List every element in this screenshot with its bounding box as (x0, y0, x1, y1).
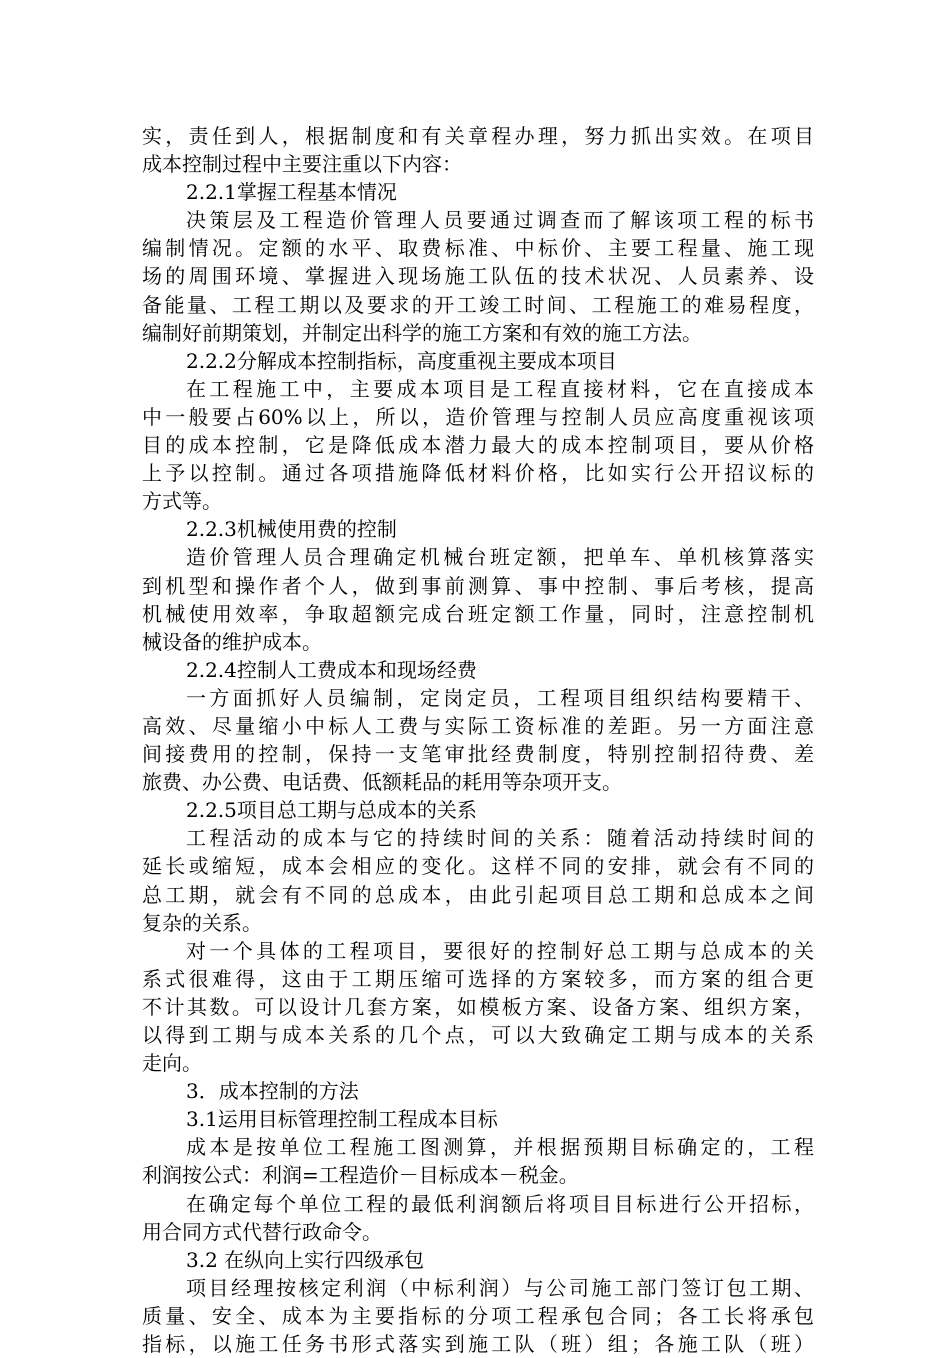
text-line: 项目经理按核定利润（中标利润）与公司施工部门签订包工期、 (186, 1275, 814, 1300)
text-line: 目的成本控制，它是降低成本潜力最大的成本控制项目，要从价格 (142, 433, 814, 458)
text-line: 系式很难得，这由于工期压缩可选择的方案较多，而方案的组合更 (142, 966, 814, 991)
text-line: 机械使用效率，争取超额完成台班定额工作量，同时，注意控制机 (142, 601, 814, 626)
document-body (142, 122, 814, 1358)
text-line: 旅费、办公费、电话费、低额耗品的耗用等杂项开支。 (142, 770, 622, 795)
text-line: 3.1运用目标管理控制工程成本目标 (186, 1107, 498, 1132)
text-line: 在工程施工中，主要成本项目是工程直接材料，它在直接成本 (186, 376, 814, 401)
text-line: 3.2 在纵向上实行四级承包 (186, 1247, 425, 1272)
text-line: 一方面抓好人员编制，定岗定员，工程项目组织结构要精干、 (186, 685, 814, 710)
text-line: 实，责任到人，根据制度和有关章程办理，努力抓出实效。在项目 (142, 124, 814, 148)
text-line: 质量、安全、成本为主要指标的分项工程承包合同；各工长将承包 (142, 1303, 814, 1328)
text-line: 成本控制过程中主要注重以下内容： (142, 152, 462, 177)
text-line: 编制情况。定额的水平、取费标准、中标价、主要工程量、施工现 (142, 236, 814, 261)
text-line: 复杂的关系。 (142, 910, 262, 935)
text-line: 在确定每个单位工程的最低利润额后将项目目标进行公开招标， (186, 1191, 814, 1216)
text-line: 中一般要占60%以上，所以，造价管理与控制人员应高度重视该项 (142, 404, 814, 429)
text-line: 编制好前期策划，并制定出科学的施工方案和有效的施工方法。 (142, 320, 702, 345)
text-line: 2.2.2分解成本控制指标，高度重视主要成本项目 (186, 348, 617, 373)
text-line: 方式等。 (142, 489, 222, 514)
text-line: 2.2.5项目总工期与总成本的关系 (186, 798, 477, 823)
text-line: 2.2.4控制人工费成本和现场经费 (186, 657, 477, 682)
text-line: 间接费用的控制，保持一支笔审批经费制度，特别控制招待费、差 (142, 742, 814, 767)
text-line: 利润按公式：利润=工程造价－目标成本－税金。 (142, 1163, 579, 1188)
text-line: 上予以控制。通过各项措施降低材料价格，比如实行公开招议标的 (142, 461, 814, 486)
text-line: 总工期，就会有不同的总成本，由此引起项目总工期和总成本之间 (142, 882, 814, 907)
text-line: 用合同方式代替行政命令。 (142, 1219, 382, 1244)
text-line: 械设备的维护成本。 (142, 629, 322, 654)
text-line: 走向。 (142, 1051, 202, 1076)
text-line: 延长或缩短，成本会相应的变化。这样不同的安排，就会有不同的 (142, 854, 814, 879)
text-line: 3．成本控制的方法 (186, 1079, 359, 1104)
text-line: 工程活动的成本与它的持续时间的关系：随着活动持续时间的 (186, 826, 814, 851)
text-line: 指标，以施工任务书形式落实到施工队（班）组；各施工队（班） (142, 1332, 814, 1357)
text-line: 2.2.3机械使用费的控制 (186, 517, 397, 542)
text-line: 决策层及工程造价管理人员要通过调查而了解该项工程的标书 (186, 208, 814, 233)
text-line: 对一个具体的工程项目，要很好的控制好总工期与总成本的关 (186, 938, 814, 963)
text-line: 备能量、工程工期以及要求的开工竣工时间、工程施工的难易程度， (142, 292, 814, 317)
text-line: 到机型和操作者个人，做到事前测算、事中控制、事后考核，提高 (142, 573, 814, 598)
text-line: 造价管理人员合理确定机械台班定额，把单车、单机核算落实 (186, 545, 814, 570)
text-line: 场的周围环境、掌握进入现场施工队伍的技术状况、人员素养、设 (142, 264, 814, 289)
text-line: 2.2.1掌握工程基本情况 (186, 180, 397, 205)
text-line: 高效、尽量缩小中标人工费与实际工资标准的差距。另一方面注意 (142, 713, 814, 738)
text-line: 成本是按单位工程施工图测算，并根据预期目标确定的，工程 (186, 1135, 814, 1160)
text-line: 以得到工期与成本关系的几个点，可以大致确定工期与成本的关系 (142, 1023, 814, 1047)
text-line: 不计其数。可以设计几套方案，如模板方案、设备方案、组织方案， (142, 994, 814, 1019)
